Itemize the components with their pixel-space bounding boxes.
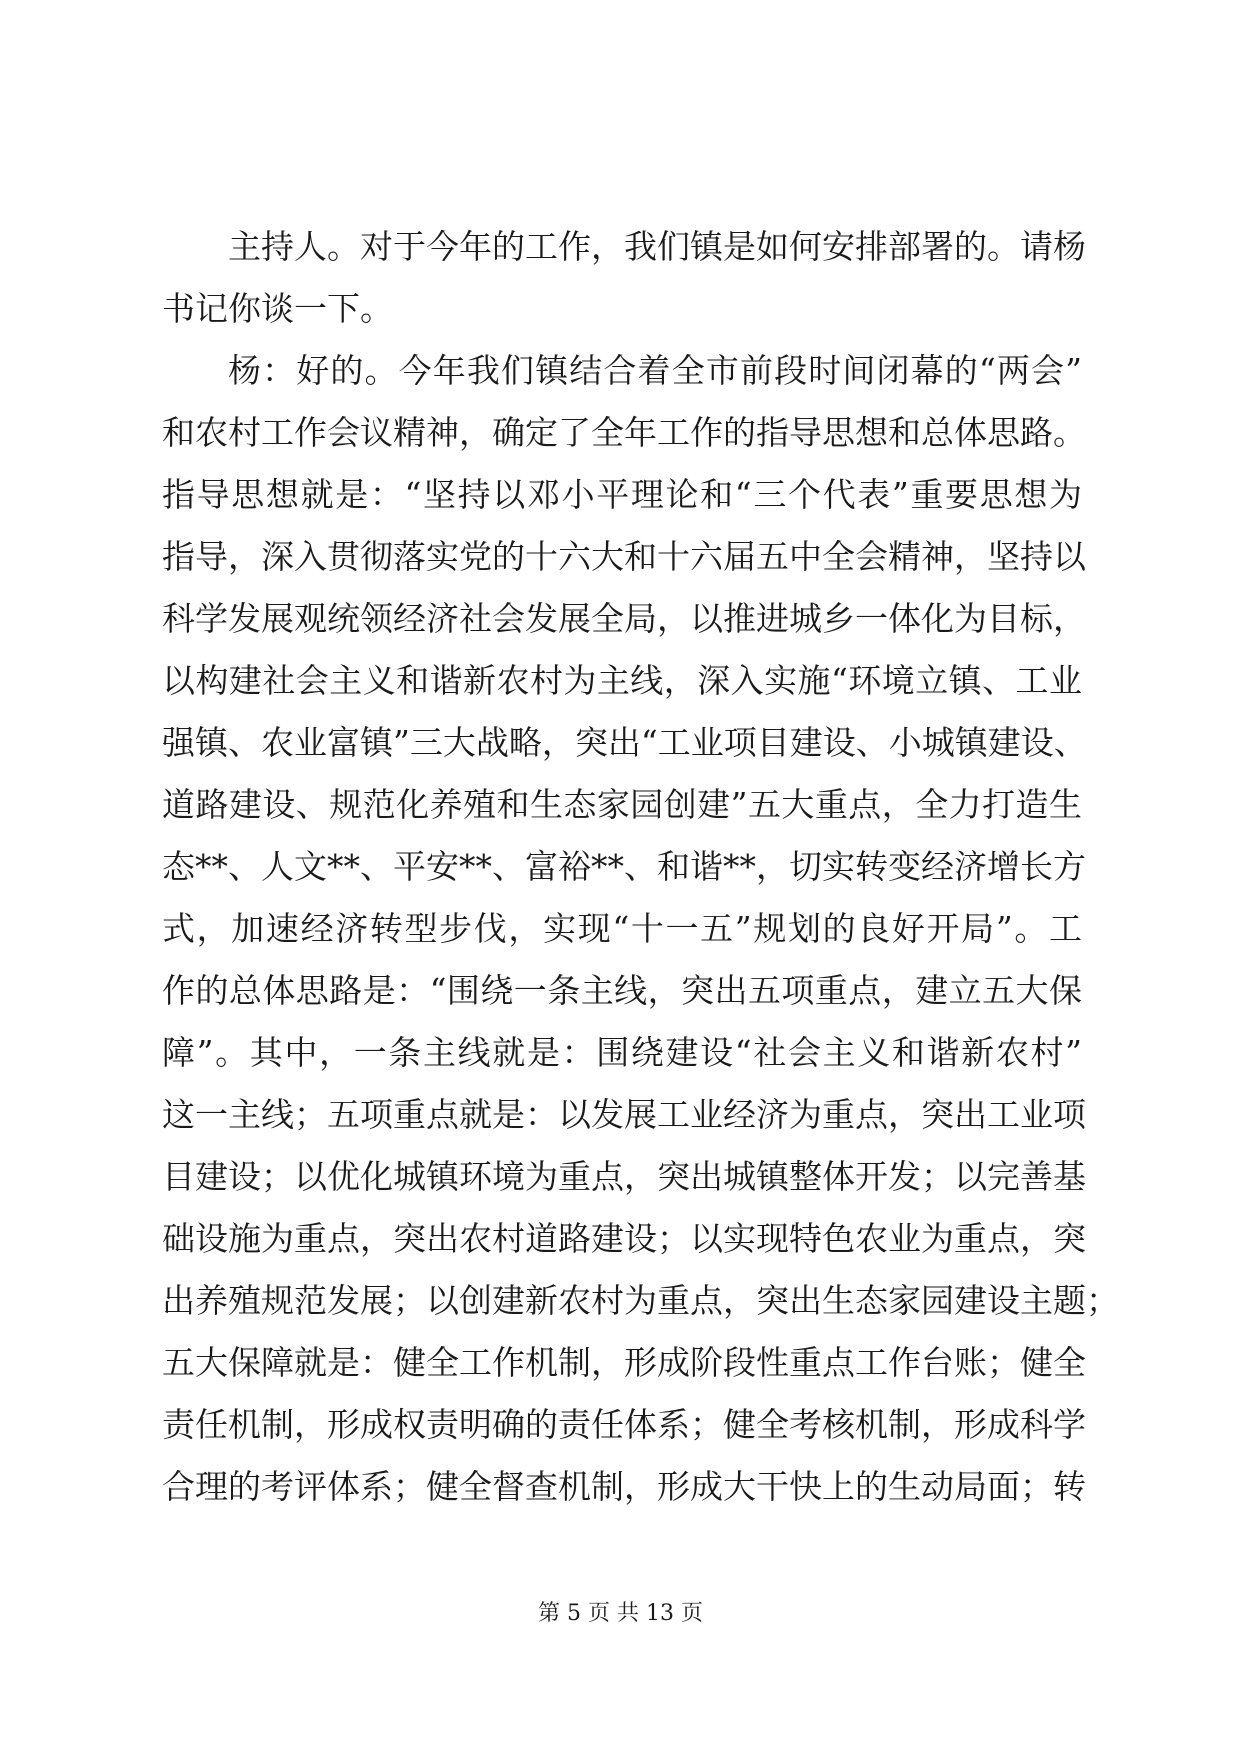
- paragraph-2-line-2: 和农村工作会议精神，确定了全年工作的指导思想和总体思路。: [162, 413, 1086, 452]
- paragraph-2-line-4: 指导，深入贯彻落实党的十六大和十六届五中全会精神，坚持以: [162, 537, 1086, 576]
- paragraph-2-line-14: 目建设；以优化城镇环境为重点，突出城镇整体开发；以完善基: [162, 1157, 1086, 1196]
- paragraph-2-line-16: 出养殖规范发展；以创建新农村为重点，突出生态家园建设主题；: [162, 1281, 1119, 1320]
- paragraph-2-line-12: 障”。其中，一条主线就是：围绕建设“社会主义和谐新农村”: [162, 1033, 1082, 1072]
- page-number-footer: 第 5 页 共 13 页: [538, 1601, 703, 1626]
- paragraph-2-line-9: 态**、人文**、平安**、富裕**、和谐**，切实转变经济增长方: [162, 847, 1086, 886]
- paragraph-2-line-13: 这一主线；五项重点就是：以发展工业经济为重点，突出工业项: [162, 1095, 1086, 1134]
- paragraph-2-line-5: 科学发展观统领经济社会发展全局，以推进城乡一体化为目标，: [162, 599, 1086, 638]
- document-body: [162, 227, 1119, 1532]
- paragraph-2-line-3: 指导思想就是：“坚持以邓小平理论和“三个代表”重要思想为: [162, 475, 1082, 514]
- paragraph-2-line-11: 作的总体思路是：“围绕一条主线，突出五项重点，建立五大保: [162, 971, 1082, 1010]
- paragraph-2-line-10: 式，加速经济转型步伐，实现“十一五”规划的良好开局”。工: [162, 909, 1082, 948]
- paragraph-2-line-18: 责任机制，形成权责明确的责任体系；健全考核机制，形成科学: [162, 1405, 1086, 1444]
- paragraph-2-line-7: 强镇、农业富镇”三大战略，突出“工业项目建设、小城镇建设、: [162, 723, 1087, 762]
- paragraph-2-line-17: 五大保障就是：健全工作机制，形成阶段性重点工作台账；健全: [162, 1343, 1086, 1382]
- paragraph-1-line-2: 书记你谈一下。: [162, 289, 393, 328]
- paragraph-2-line-19: 合理的考评体系；健全督查机制，形成大干快上的生动局面；转: [162, 1467, 1086, 1506]
- paragraph-2-line-6: 以构建社会主义和谐新农村为主线，深入实施“环境立镇、工业: [162, 661, 1082, 700]
- paragraph-2-line-15: 础设施为重点，突出农村道路建设；以实现特色农业为重点，突: [162, 1219, 1086, 1258]
- paragraph-1-line-1: 主持人。对于今年的工作，我们镇是如何安排部署的。请杨: [228, 227, 1086, 266]
- paragraph-2-line-8: 道路建设、规范化养殖和生态家园创建”五大重点，全力打造生: [162, 785, 1082, 824]
- paragraph-2-line-1: 杨：好的。今年我们镇结合着全市前段时间闭幕的“两会”: [228, 351, 1082, 390]
